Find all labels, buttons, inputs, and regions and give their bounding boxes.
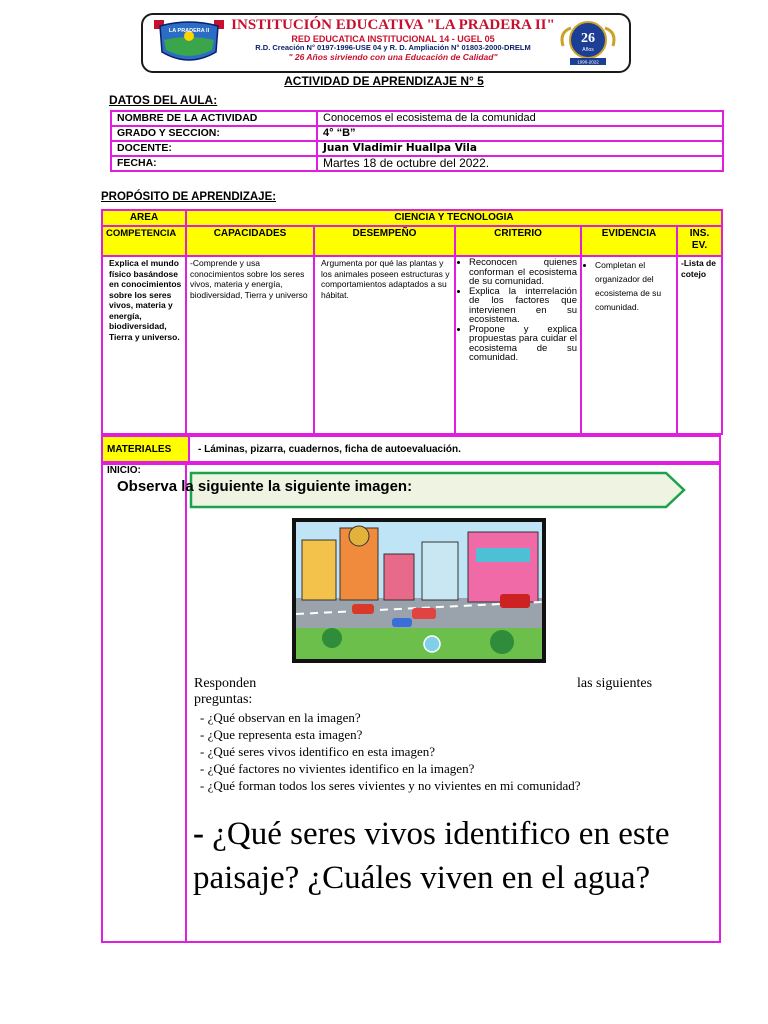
list-item: • Completan el organizador del ecosistema de su comunidad.: [595, 258, 673, 314]
crest-label: LA PRADERA II: [168, 28, 210, 34]
datos-label: FECHA:: [111, 156, 317, 171]
evidencia-cell: [581, 256, 677, 434]
anniversary-badge-icon: [557, 18, 619, 66]
table-row: [111, 126, 723, 141]
list-item: • Propone y explica propuestas para cuidar el ecosistema de su comunidad.: [469, 325, 577, 363]
column-header-evidencia: EVIDENCIA: [581, 226, 677, 256]
column-header-competencia: COMPETENCIA: [102, 226, 186, 256]
datos-value: Conocemos el ecosistema de la comunidad: [317, 111, 723, 126]
table-row: [102, 436, 720, 462]
datos-value: Juan Vladimir Huallpa Vila: [317, 141, 723, 156]
datos-table: [110, 110, 724, 172]
list-item: - ¿Qué forman todos los seres vivientes y no vivientes en mi comunidad?: [200, 778, 581, 793]
question-list: [200, 709, 581, 794]
institution-name: INSTITUCIÓN EDUCATIVA "LA PRADERA II": [231, 17, 555, 33]
anniversary-word: Años: [582, 47, 594, 53]
table-row: [102, 256, 722, 434]
proposito-table: [101, 209, 723, 435]
preguntas-text: preguntas:: [194, 692, 253, 707]
desempeno-cell: Argumenta por qué las plantas y los animales poseen estructuras y comportamientos adaptados a su hábitat.: [314, 256, 455, 434]
anniversary-years: 1996-2022: [577, 59, 599, 65]
institution-network: RED EDUCATICA INSTITUCIONAL 14 - UGEL 05: [291, 34, 495, 44]
list-item: • Reconocen quienes conforman el ecosistema de su comunidad.: [469, 258, 577, 287]
responden-text: Responden: [194, 676, 257, 691]
anniversary-number: 26: [581, 31, 595, 46]
big-question-dash: -: [193, 816, 204, 852]
materiales-label: MATERIALES: [102, 436, 189, 462]
inicio-label: INICIO:: [107, 465, 141, 476]
responden-text-right: las siguientes: [577, 676, 653, 691]
table-row: [102, 226, 722, 256]
big-question-text: ¿Qué seres vivos identifico en este paisaje? ¿Cuáles viven en el agua?: [193, 816, 670, 896]
competencia-cell: Explica el mundo físico basándose en conocimientos sobre los seres vivos, materia y energía, biodiversidad, Tierra y universo.: [102, 256, 186, 434]
datos-heading: DATOS DEL AULA:: [109, 93, 218, 107]
list-item: • Explica la interrelación de los factores que intervienen en su ecosistema.: [469, 287, 577, 325]
area-label: AREA: [102, 210, 186, 226]
column-header-capacidades: CAPACIDADES: [186, 226, 314, 256]
institution-resolution: R.D. Creación N° 0197-1996-USE 04 y R. D. Ampliación N° 01803-2000-DRELM: [255, 43, 531, 52]
datos-label: DOCENTE:: [111, 141, 317, 156]
datos-label: GRADO Y SECCION:: [111, 126, 317, 141]
area-value: CIENCIA Y TECNOLOGIA: [186, 210, 722, 226]
list-item: - ¿Qué factores no vivientes identifico en la imagen?: [200, 761, 475, 776]
activity-title: ACTIVIDAD DE APRENDIZAJE N° 5: [284, 74, 484, 88]
table-row: [102, 210, 722, 226]
school-crest-icon: [152, 18, 226, 66]
datos-value: Martes 18 de octubre del 2022.: [317, 156, 723, 171]
proposito-heading: PROPÓSITO DE APRENDIZAJE:: [101, 191, 277, 203]
column-header-criterio: CRITERIO: [455, 226, 581, 256]
capacidades-cell: -Comprende y usa conocimientos sobre los seres vivos, materia y energía, biodiversidad, Tierra y universo: [186, 256, 314, 434]
table-row: [111, 156, 723, 171]
column-header-desempeno: DESEMPEÑO: [314, 226, 455, 256]
list-item: - ¿Qué observan en la imagen?: [200, 710, 361, 725]
list-item: - ¿Que representa esta imagen?: [200, 727, 363, 742]
institution-motto: " 26 Años sirviendo con una Educación de Calidad": [288, 52, 498, 62]
list-item: - ¿Qué seres vivos identifico en esta imagen?: [200, 744, 435, 759]
table-row: [111, 141, 723, 156]
table-row: [111, 111, 723, 126]
datos-label: NOMBRE DE LA ACTIVIDAD: [111, 111, 317, 126]
city-community-illustration-icon: [292, 518, 546, 663]
observa-instruction: Observa la siguiente la siguiente imagen:: [117, 478, 413, 495]
materiales-row: [101, 435, 721, 463]
inicio-divider: [185, 463, 187, 943]
materiales-value: - Láminas, pizarra, cuadernos, ficha de autoevaluación.: [189, 436, 720, 462]
criterio-cell: [455, 256, 581, 434]
datos-value: 4° “B”: [317, 126, 723, 141]
big-question: [193, 812, 718, 900]
ins-ev-cell: -Lista de cotejo: [677, 256, 722, 434]
column-header-ins-ev: INS. EV.: [677, 226, 722, 256]
